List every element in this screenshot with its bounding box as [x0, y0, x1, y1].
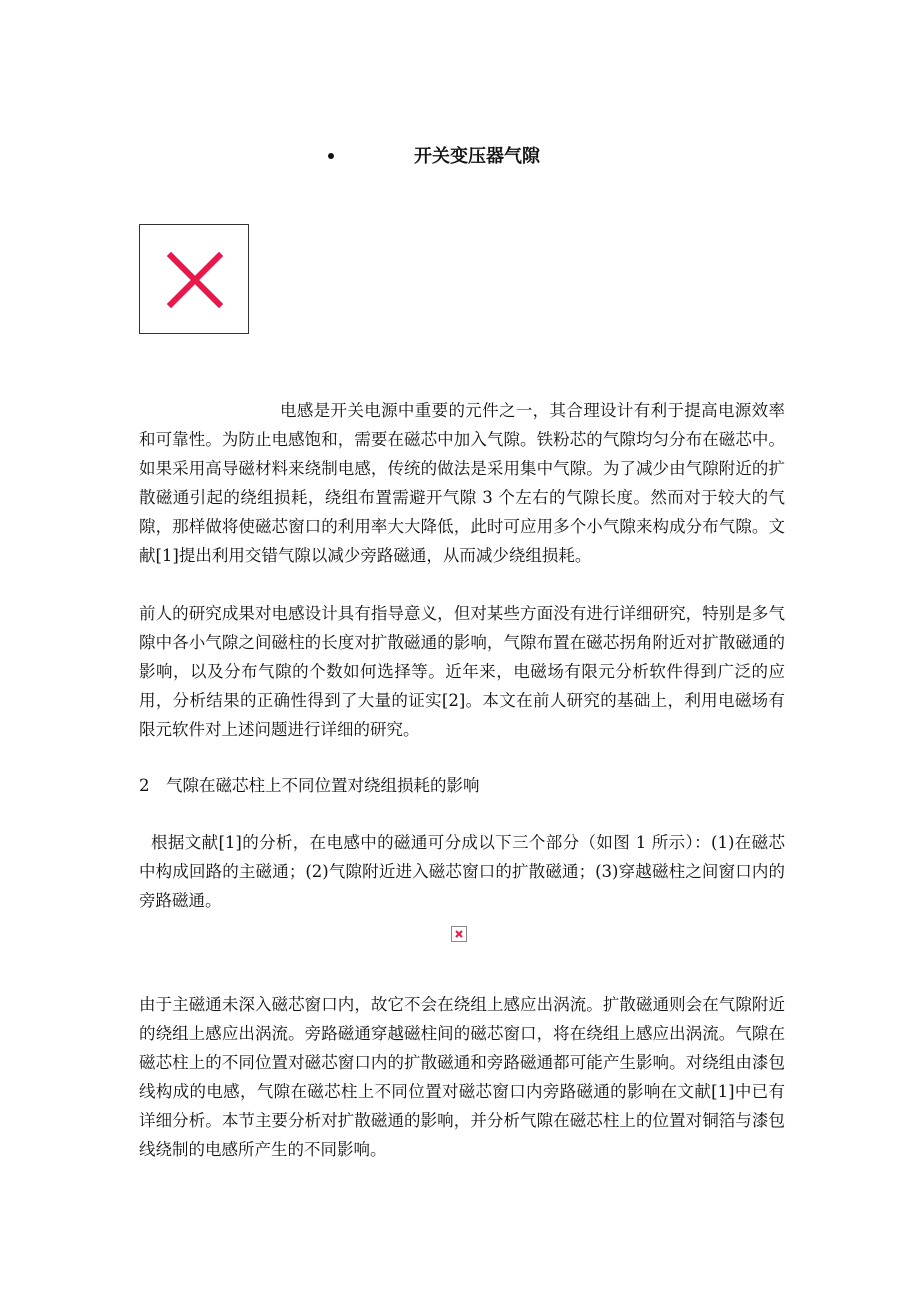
title-row [0, 142, 920, 172]
eddy-current-paragraph: 由于主磁通未深入磁芯窗口内，故它不会在绕组上感应出涡流。扩散磁通则会在气隙附近的绕组上感应出涡流。旁路磁通穿越磁柱间的磁芯窗口，将在绕组上感应出涡流。气隙在磁芯柱上的不同位置对磁芯窗口内的扩散磁通和旁路磁通都可能产生影响。对绕组由漆包线构成的电感，气隙在磁芯柱上不同位置对磁芯窗口内旁路磁通的影响在文献[1]中已有详细分析。本节主要分析对扩散磁通的影响，并分析气隙在磁芯柱上的位置对铜箔与漆包线绕制的电感所产生的不同影响。 [139, 995, 785, 1159]
broken-image-placeholder [139, 224, 249, 334]
figure-1-placeholder [451, 926, 467, 942]
section-heading: 2 气隙在磁芯柱上不同位置对绕组损耗的影响 [139, 776, 480, 795]
flux-components-paragraph: 根据文献[1]的分析，在电感中的磁通可分成以下三个部分（如图 1 所示）：(1)在磁芯中构成回路的主磁通；(2)气隙附近进入磁芯窗口的扩散磁通；(3)穿越磁柱之间窗口内的旁路磁通。 [139, 833, 785, 910]
bullet-icon [328, 153, 334, 159]
intro-paragraph: 电感是开关电源中重要的元件之一，其合理设计有利于提高电源效率和可靠性。为防止电感饱和，需要在磁芯中加入气隙。铁粉芯的气隙均匀分布在磁芯中。如果采用高导磁材料来绕制电感，传统的做法是采用集中气隙。为了减少由气隙附近的扩散磁通引起的绕组损耗，绕组布置需避开气隙 3 个左右的气隙长度。然而对于较大的气隙，那样做将使磁芯窗口的利用率大大降低，此时可应用多个小气隙来构成分布气隙。文献[1]提出利用交错气隙以减少旁路磁通，从而减少绕组损耗。 [139, 401, 785, 565]
page-title: 开关变压器气隙 [414, 146, 540, 167]
prior-work-paragraph: 前人的研究成果对电感设计具有指导意义，但对某些方面没有进行详细研究，特别是多气隙中各小气隙之间磁柱的长度对扩散磁通的影响，气隙布置在磁芯拐角附近对扩散磁通的影响，以及分布气隙的个数如何选择等。近年来，电磁场有限元分析软件得到广泛的应用，分析结果的正确性得到了大量的证实[2]。本文在前人研究的基础上，利用电磁场有限元软件对上述问题进行详细的研究。 [139, 604, 785, 739]
broken-image-icon [167, 252, 223, 308]
broken-image-icon-small [455, 930, 463, 938]
